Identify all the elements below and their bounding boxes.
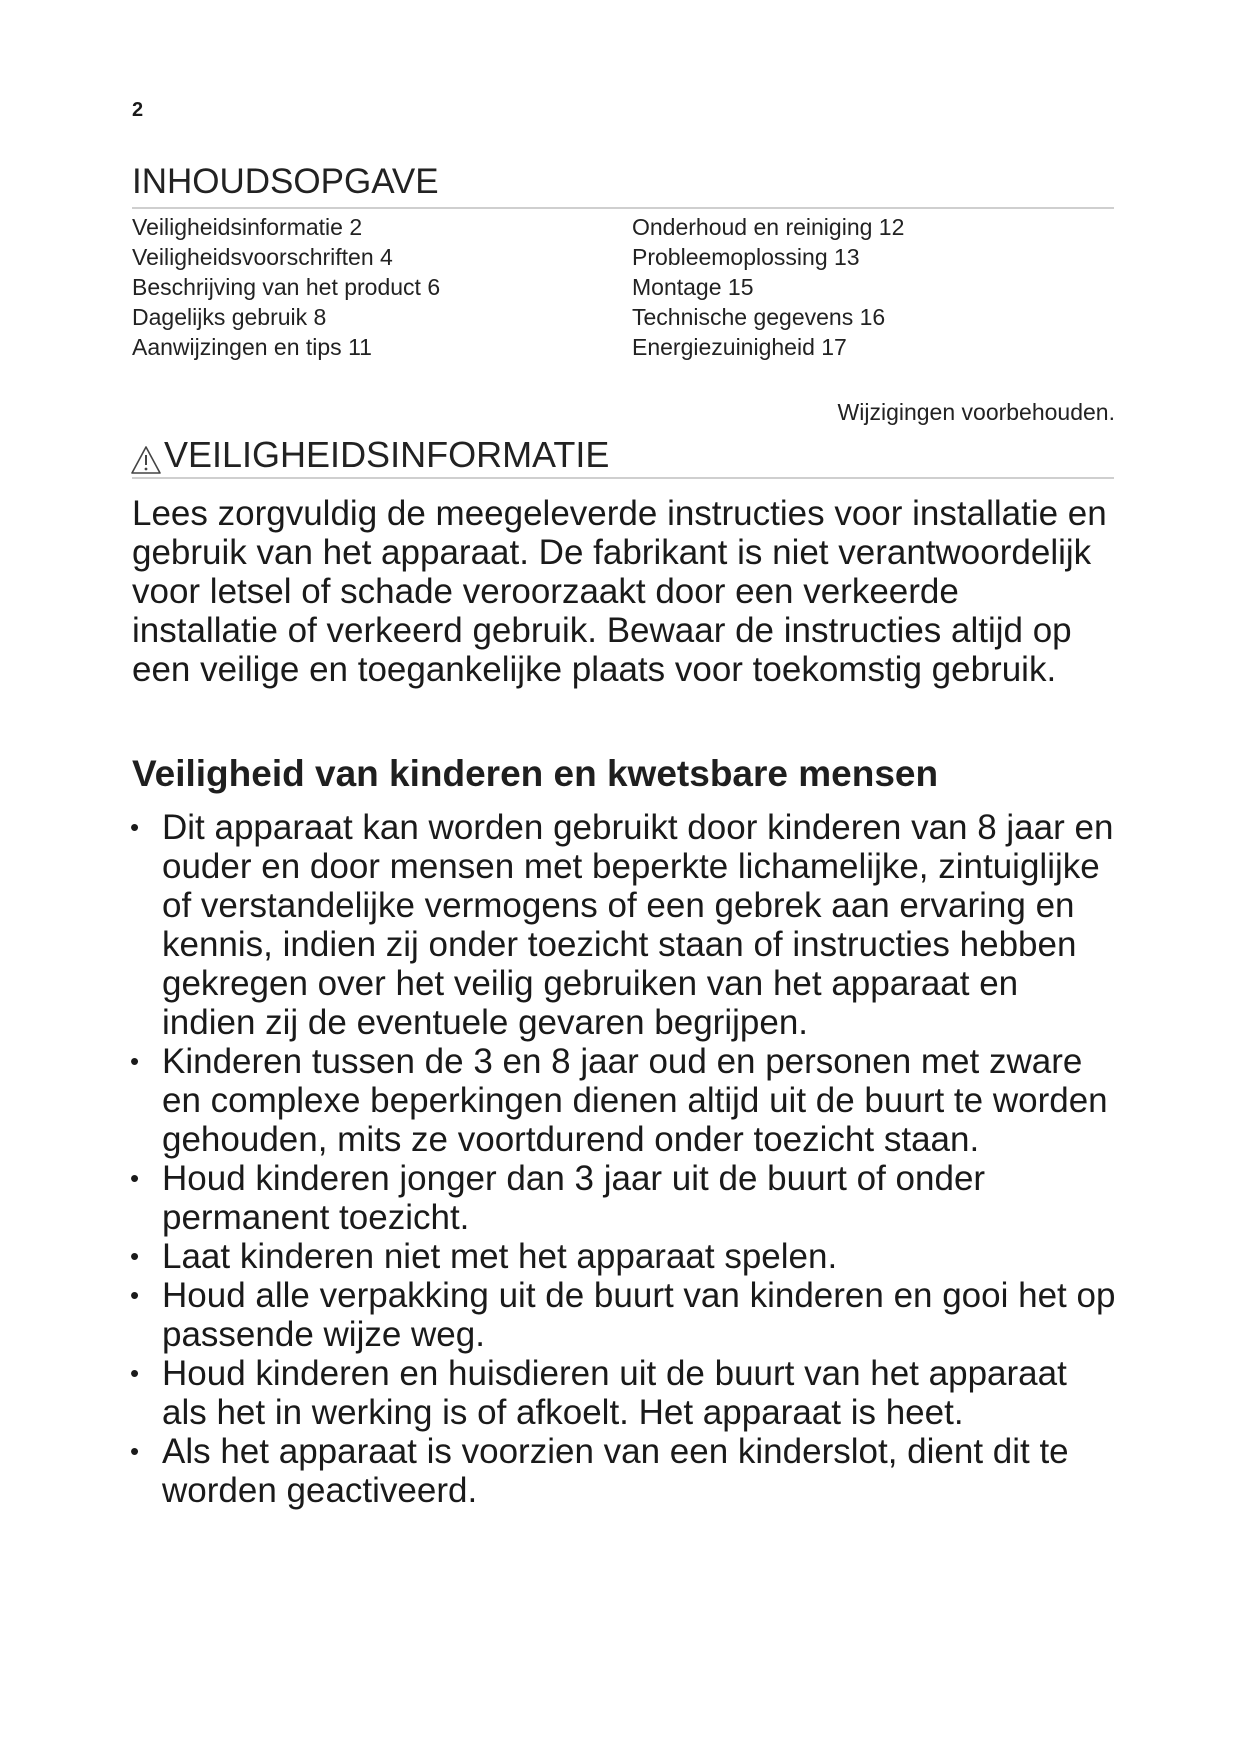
changes-note: Wijzigingen voorbehouden. [837, 399, 1115, 425]
toc-heading: INHOUDSOPGAVE [132, 162, 439, 201]
toc-divider [132, 207, 1114, 209]
bullet-dot: • [130, 1280, 140, 1310]
toc-item: Veiligheidsvoorschriften 4 [132, 244, 393, 270]
toc-item: Dagelijks gebruik 8 [132, 304, 327, 330]
toc-item: Aanwijzingen en tips 11 [132, 334, 372, 360]
toc-right-column [632, 212, 904, 362]
list-item-text: Kinderen tussen de 3 en 8 jaar oud en personen met zware en complexe beperkingen dienen altijd uit de buurt te worden gehouden, mits ze voortdurend onder toezicht staan. [162, 1042, 1108, 1159]
list-item [130, 1159, 1120, 1237]
safety-heading [130, 432, 609, 478]
safety-divider [132, 477, 1114, 479]
bullet-dot: • [130, 1358, 140, 1388]
list-item [130, 1354, 1120, 1432]
list-item [130, 808, 1120, 1042]
list-item-text: Houd kinderen jonger dan 3 jaar uit de buurt of onder permanent toezicht. [162, 1159, 986, 1237]
safety-heading-text: VEILIGHEIDSINFORMATIE [164, 434, 610, 475]
list-item-text: Als het apparaat is voorzien van een kinderslot, dient dit te worden geactiveerd. [162, 1432, 1069, 1510]
toc-item: Energiezuinigheid 17 [632, 334, 847, 360]
list-item [130, 1276, 1120, 1354]
children-safety-list [130, 808, 1120, 1510]
intro-paragraph: Lees zorgvuldig de meegeleverde instructies voor installatie en gebruik van het apparaat. De fabrikant is niet verantwoordelijk voor letsel of schade veroorzaakt door een verkeerde installatie of verkeerd gebruik. Bewaar de instructies altijd op een veilige en toegankelijke plaats voor toekomstig gebruik. [132, 494, 1107, 689]
page-number: 2 [132, 99, 144, 121]
warning-triangle-icon [130, 440, 162, 470]
bullet-dot: • [130, 1436, 140, 1466]
bullet-dot: • [130, 1046, 140, 1076]
bullet-dot: • [130, 1241, 140, 1271]
toc-item: Montage 15 [632, 274, 754, 300]
bullet-dot: • [130, 1163, 140, 1193]
bullet-dot: • [130, 812, 140, 842]
toc-item: Veiligheidsinformatie 2 [132, 214, 363, 240]
list-item-text: Houd kinderen en huisdieren uit de buurt van het apparaat als het in werking is of afkoelt. Het apparaat is heet. [162, 1354, 1067, 1432]
toc-left-column [132, 212, 440, 362]
list-item [130, 1432, 1120, 1510]
list-item [130, 1237, 1120, 1276]
toc-item: Beschrijving van het product 6 [132, 274, 441, 300]
children-safety-heading: Veiligheid van kinderen en kwetsbare mensen [132, 753, 939, 794]
toc-item: Technische gegevens 16 [632, 304, 886, 330]
toc-item: Probleemoplossing 13 [632, 244, 860, 270]
toc-item: Onderhoud en reiniging 12 [632, 214, 905, 240]
list-item-text: Dit apparaat kan worden gebruikt door kinderen van 8 jaar en ouder en door mensen met beperkte lichamelijke, zintuiglijke of verstandelijke vermogens of een gebrek aan ervaring en kennis, indien zij onder toezicht staan of instructies hebben gekregen over het veilig gebruiken van het apparaat en indien zij de eventuele gevaren begrijpen. [162, 808, 1114, 1042]
list-item-text: Houd alle verpakking uit de buurt van kinderen en gooi het op passende wijze weg. [162, 1276, 1116, 1354]
list-item [130, 1042, 1120, 1159]
list-item-text: Laat kinderen niet met het apparaat spelen. [162, 1237, 838, 1276]
